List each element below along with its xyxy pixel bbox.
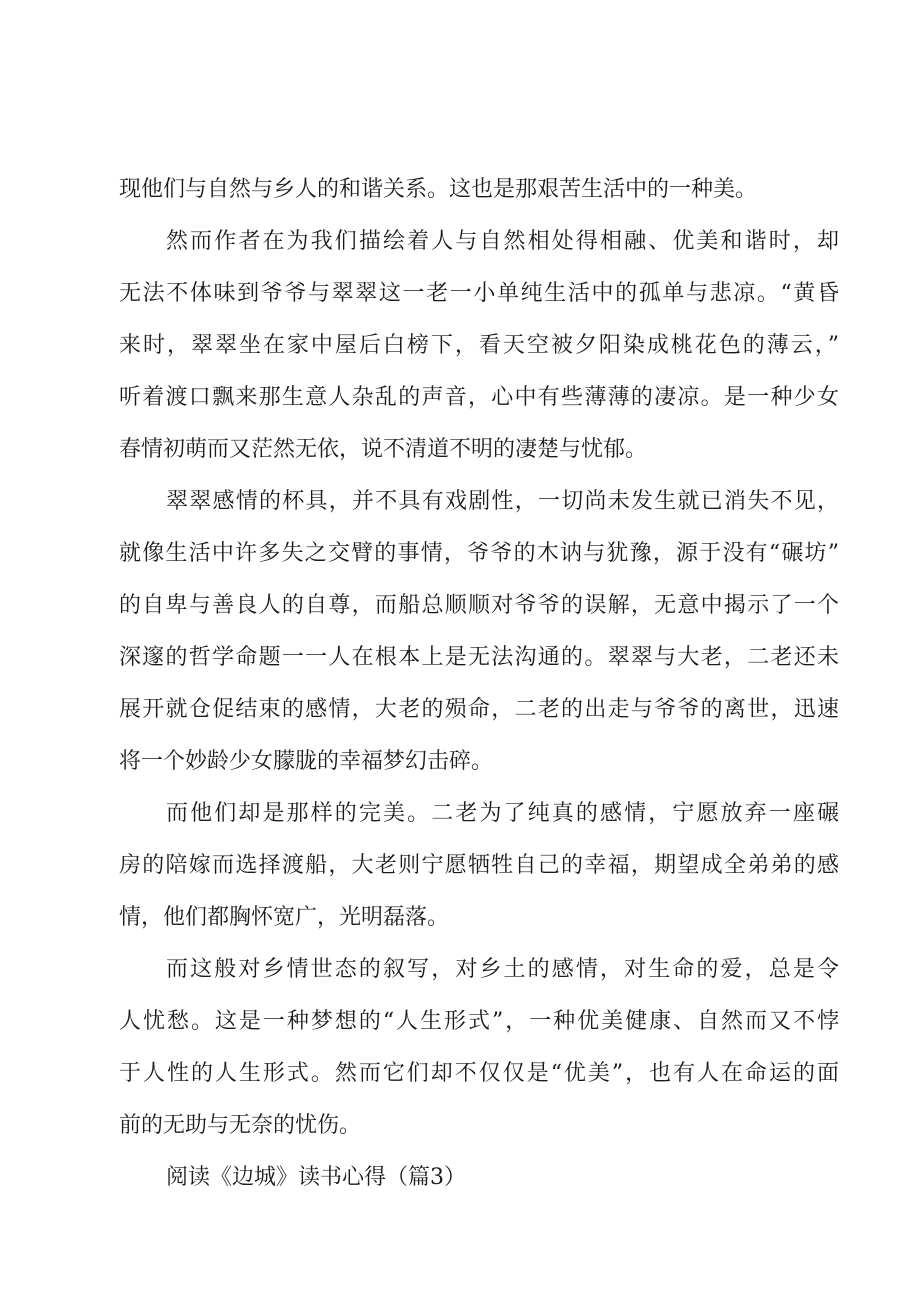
- text-line: 的自卑与善良人的自尊，而船总顺顺对爷爷的误解，无意中揭示了一个: [119, 593, 839, 618]
- text-line: 听着渡口飘来那生意人杂乱的声音，心中有些薄薄的凄凉。是一种少女: [119, 385, 839, 410]
- text-line: 春情初萌而又茫然无依，说不清道不明的凄楚与忧郁。: [119, 437, 648, 462]
- text-line: 深邃的哲学命题一一人在根本上是无法沟通的。翠翠与大老，二老还未: [119, 645, 839, 670]
- paragraph-first-line: 而这般对乡情世态的叙写，对乡土的感情，对生命的爱，总是令: [166, 957, 839, 982]
- section-heading: 阅读《边城》读书心得（篇3）: [166, 1165, 466, 1190]
- text-line: 房的陪嫁而选择渡船，大老则宁愿牺牲自己的幸福，期望成全弟弟的感: [119, 853, 839, 878]
- text-line: 展开就仓促结束的感情，大老的殒命，二老的出走与爷爷的离世，迅速: [119, 697, 839, 722]
- paragraph-first-line: 而他们却是那样的完美。二老为了纯真的感情，宁愿放弃一座碾: [166, 801, 839, 826]
- text-line: 情，他们都胸怀宽广，光明磊落。: [119, 905, 450, 930]
- paragraph-first-line: 翠翠感情的杯具，并不具有戏剧性，一切尚未发生就已消失不见，: [166, 489, 839, 514]
- text-line: 无法不体味到爷爷与翠翠这一老一小单纯生活中的孤单与悲凉。“黄昏: [119, 281, 839, 306]
- text-line: 就像生活中许多失之交臂的事情，爷爷的木讷与犹豫，源于没有“碾坊”: [119, 541, 839, 566]
- text-line: 人忧愁。这是一种梦想的“人生形式”，一种优美健康、自然而又不悖: [119, 1009, 839, 1034]
- text-line: 于人性的人生形式。然而它们却不仅仅是“优美”，也有人在命运的面: [119, 1061, 839, 1086]
- text-line: 来时，翠翠坐在家中屋后白榜下，看天空被夕阳染成桃花色的薄云，”: [119, 333, 839, 358]
- text-line: 现他们与自然与乡人的和谐关系。这也是那艰苦生活中的一种美。: [119, 177, 758, 202]
- text-line: 前的无助与无奈的忧伤。: [119, 1113, 362, 1138]
- paragraph-first-line: 然而作者在为我们描绘着人与自然相处得相融、优美和谐时，却: [166, 229, 839, 254]
- text-line: 将一个妙龄少女朦胧的幸福梦幻击碎。: [119, 749, 494, 774]
